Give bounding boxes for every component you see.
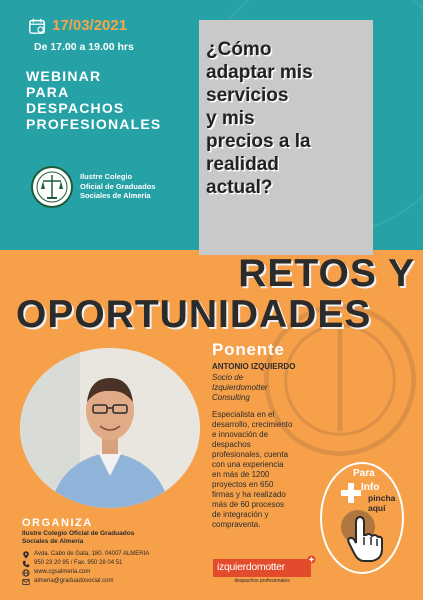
globe-icon <box>22 569 30 577</box>
phone-icon <box>22 560 30 568</box>
location-icon <box>22 551 30 559</box>
info-para-text: Para <box>353 468 375 479</box>
webinar-question: ¿Cómo adaptar mis servicios y mis precios a la realidad actual? <box>206 39 313 198</box>
organizer-name: Ilustre Colegio Oficial de Graduados Sociales de Almería <box>22 530 135 545</box>
organizer-contacts <box>22 550 149 586</box>
speaker-photo <box>20 348 200 508</box>
contact-email[interactable]: almeria@graduadosocial.com <box>22 577 149 586</box>
contact-web[interactable]: www.cgsalmeria.com <box>22 568 149 577</box>
headline-line-2: OPORTUNIDADES <box>16 293 372 336</box>
speaker-name: ANTONIO IZQUIERDO <box>212 362 296 371</box>
speaker-role: Socio de Izquierdomotter Consulting <box>212 373 268 402</box>
contact-address: Avda. Cabo de Gata, 180. 04007 ALMERIA <box>22 550 149 559</box>
info-text: Info <box>361 482 380 493</box>
pincha-aqui-text: pincha aquí <box>368 493 396 513</box>
email-icon <box>22 578 30 586</box>
webinar-heading: WEBINAR PARA DESPACHOS PROFESIONALES <box>26 68 162 132</box>
college-seal-icon <box>30 165 74 209</box>
plus-icon <box>340 482 362 504</box>
brand-subtitle: despachos profesionales <box>234 578 290 584</box>
organizer-heading: ORGANIZA <box>22 517 93 529</box>
brand-name: izquierdomotter <box>217 561 285 573</box>
college-name: Ilustre Colegio Oficial de Graduados Sociales de Almería <box>80 172 156 200</box>
speaker-bio: Especialista en el desarrollo, crecimiento e innovación de despachos profesionales, cuenta con una experiencia en más de 1200 proyectos en 650 firmas y ha realizado más de 60 procesos de integración y compraventa. <box>212 410 293 529</box>
headline-line-1: RETOS Y <box>238 252 415 295</box>
brand-logo[interactable] <box>213 559 311 577</box>
contact-phone: 950 23 20 95 / Fax. 950 28 04 51 <box>22 559 149 568</box>
calendar-icon <box>28 17 46 35</box>
event-date: 17/03/2021 <box>52 17 128 34</box>
plus-icon <box>307 555 316 564</box>
hand-pointer-icon[interactable] <box>336 505 390 563</box>
event-hours: De 17.00 a 19.00 hrs <box>34 41 134 53</box>
speaker-heading: Ponente <box>212 340 285 359</box>
